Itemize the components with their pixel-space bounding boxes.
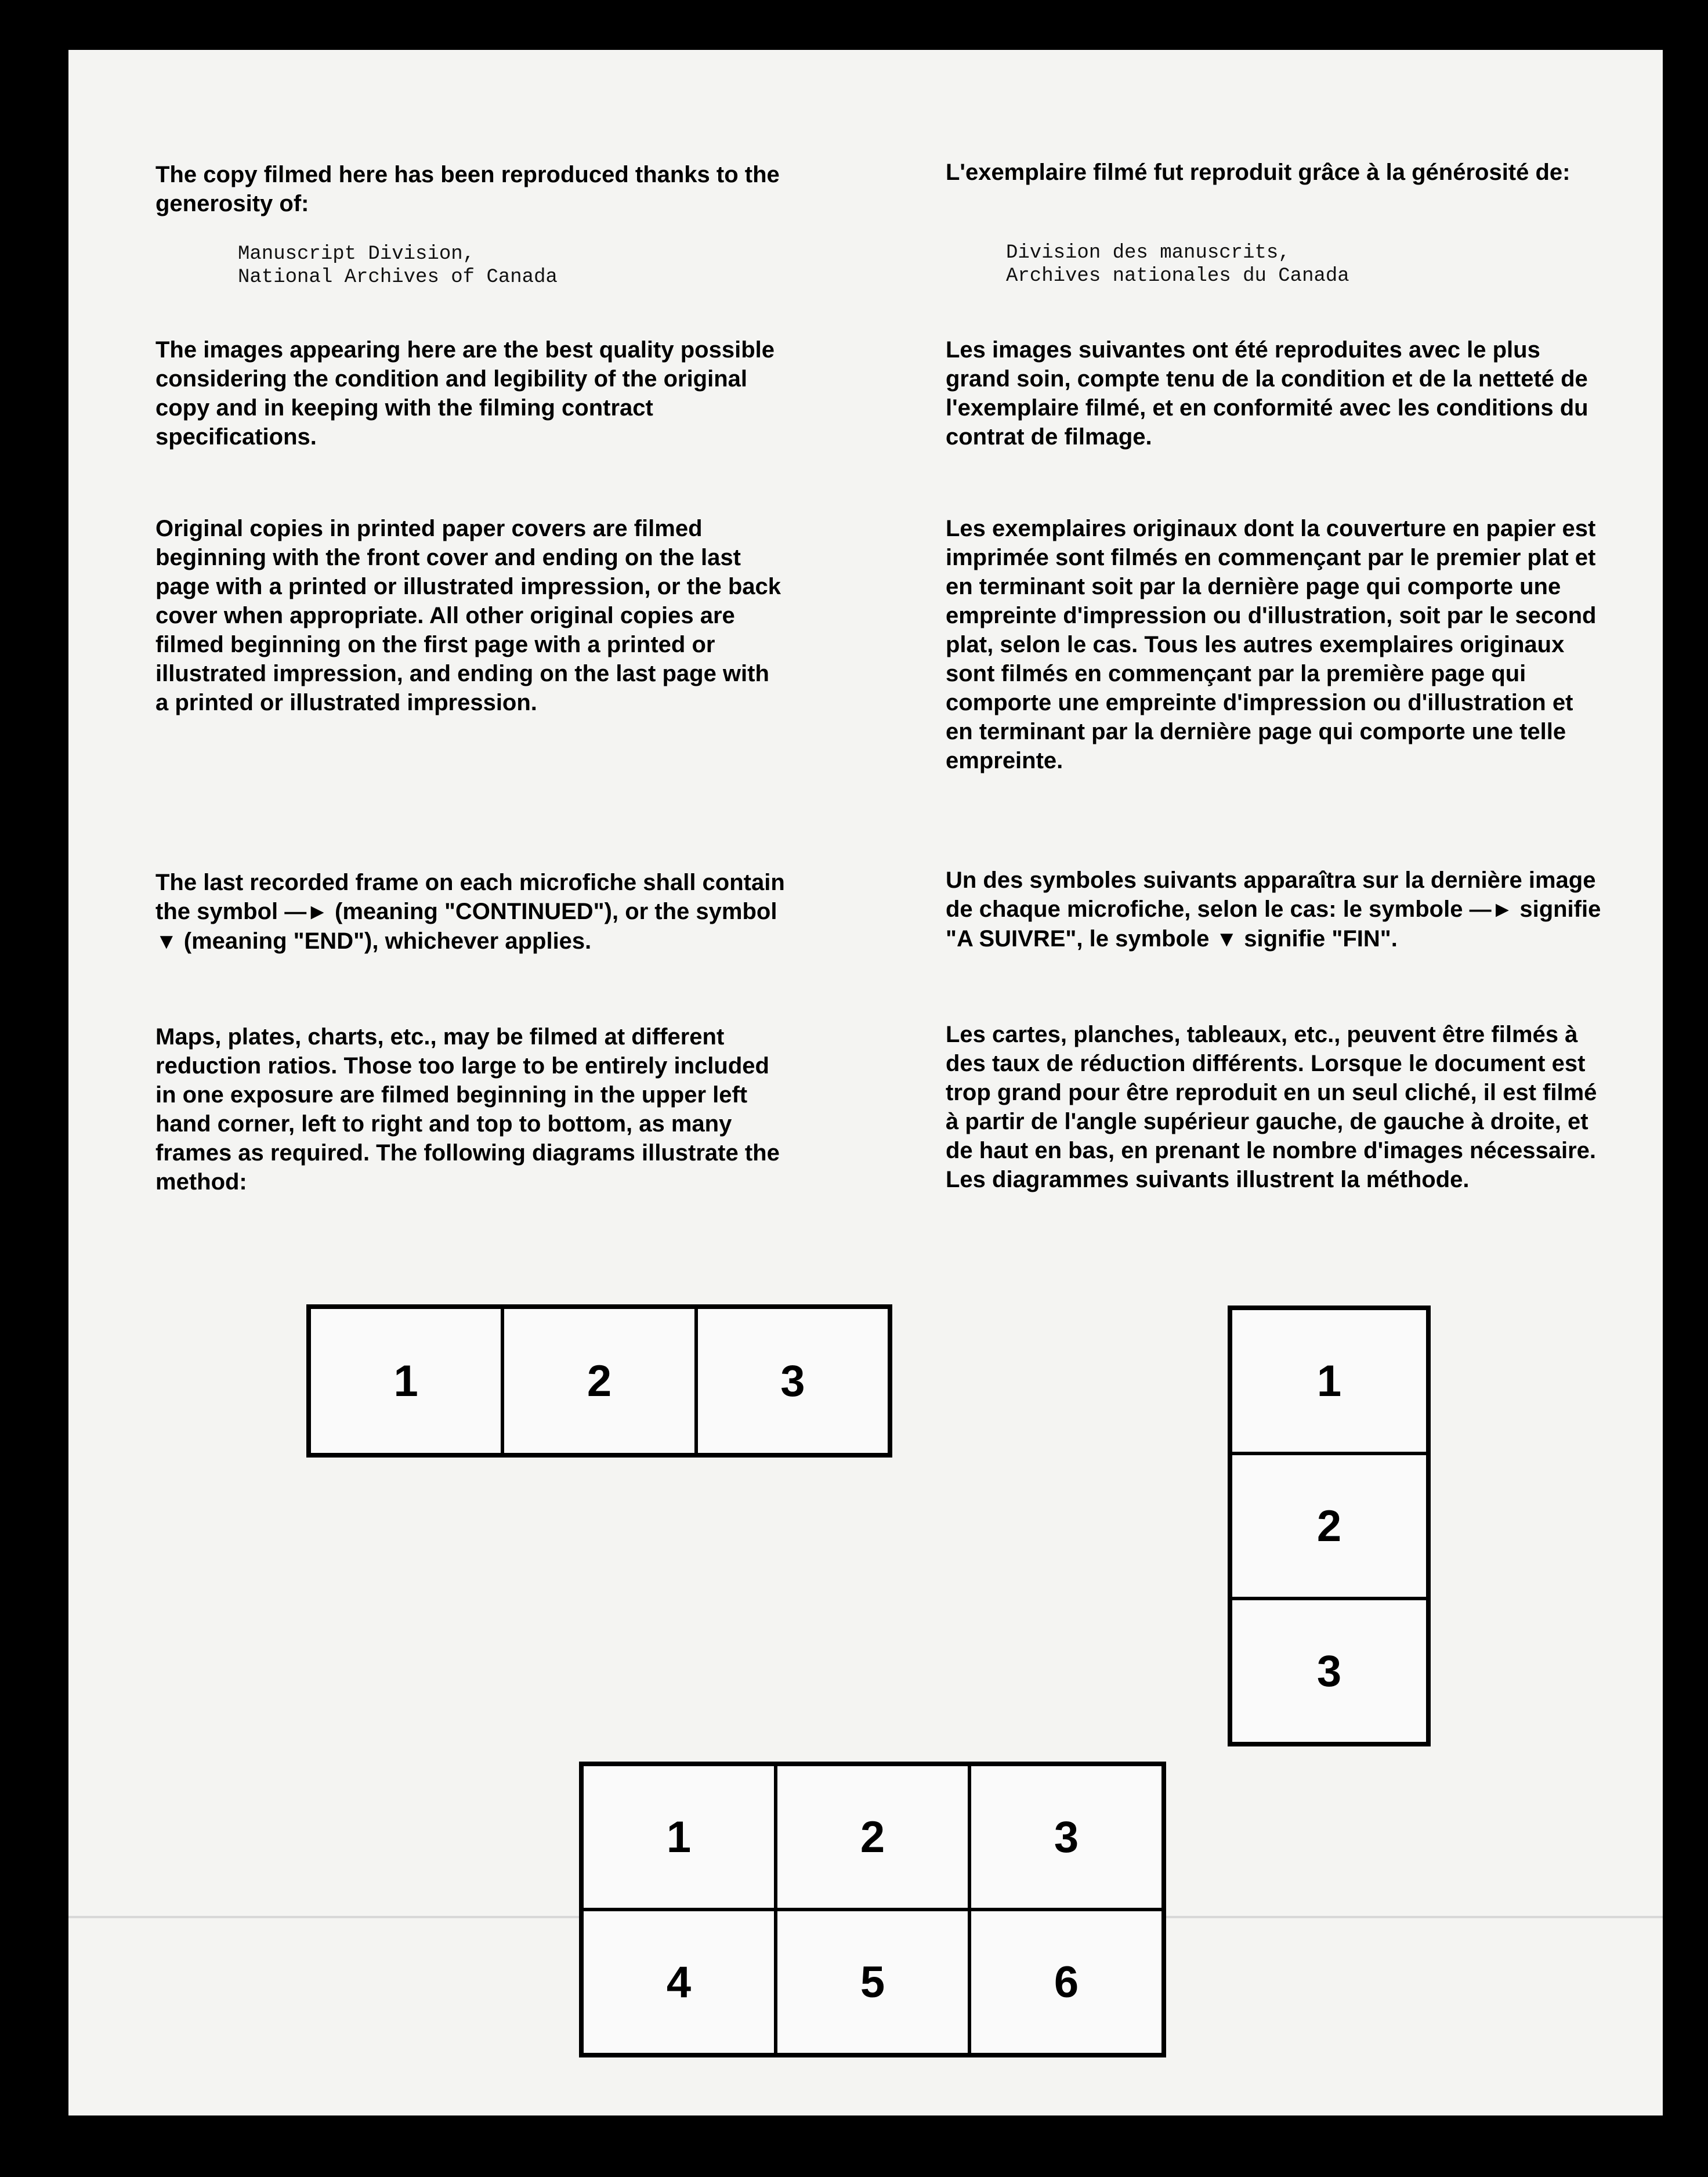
continued-arrow-icon: —►	[284, 900, 328, 924]
symbol-text-c-en: (meaning "END"), whichever applies.	[183, 928, 592, 954]
frame-cell: 1	[582, 1764, 776, 1910]
intro-fr: L'exemplaire filmé fut reproduit grâce à la générosité de:	[946, 160, 1571, 185]
frame-cell: 3	[696, 1307, 889, 1455]
institution-line2-fr: Archives nationales du Canada	[1006, 265, 1349, 287]
paragraph-symbol-fr	[946, 866, 1601, 954]
end-triangle-icon: ▼	[1215, 927, 1238, 952]
symbol-text-c-fr: signifie "FIN".	[1244, 926, 1398, 952]
symbol-text-b-fr: signifie "A SUIVRE", le symbole	[946, 896, 1601, 952]
paragraph-images-fr: Les images suivantes ont été reproduites avec le plus grand soin, compte tenu de la condition et de la netteté de l'exemplaire filmé, et en conformité avec les conditions du contrat de filmage.	[946, 337, 1588, 450]
end-triangle-icon: ▼	[155, 930, 178, 954]
frame-cell: 3	[969, 1764, 1163, 1910]
paragraph-originals-fr: Les exemplaires originaux dont la couverture en papier est imprimée sont filmés en commençant par le premier plat et en terminant soit par la dernière page qui comporte une empreinte d'impression ou d'illustration, soit par le second plat, selon le cas. Tous les autres exemplaires originaux sont filmés en commençant par la première page qui comporte une empreinte d'impression ou d'illustration et en terminant par la dernière page qui comporte une telle empreinte.	[946, 516, 1597, 773]
symbol-text-a-fr: Un des symboles suivants apparaîtra sur la dernière image de chaque microfiche, selon le cas: le symbole	[946, 867, 1596, 922]
frame-cell: 2	[776, 1764, 969, 1910]
diagram-horizontal	[306, 1304, 892, 1458]
continued-arrow-icon: —►	[1469, 898, 1514, 922]
frame-cell: 6	[969, 1910, 1163, 2055]
symbol-text-a-en: The last recorded frame on each microfiche shall contain the symbol	[155, 870, 785, 924]
intro-en: The copy filmed here has been reproduced thanks to the generosity of:	[155, 162, 780, 216]
frame-cell: 1	[1231, 1308, 1428, 1453]
institution-line1-fr: Division des manuscrits,	[1006, 242, 1290, 264]
paragraph-originals-en: Original copies in printed paper covers are filmed beginning with the front cover and ending on the last page with a printed or illustrated impression, or the back cover when appropriate. All other original copies are filmed beginning on the first page with a printed or illustrated impression, and ending on the last page with a printed or illustrated impression.	[155, 516, 781, 715]
frame-cell: 1	[309, 1307, 502, 1455]
symbol-text-b-en: (meaning "CONTINUED"), or the symbol	[335, 899, 777, 924]
diagram-grid	[579, 1762, 1166, 2057]
paragraph-maps-en: Maps, plates, charts, etc., may be filmed at different reduction ratios. Those too large to be entirely included in one exposure are filmed beginning in the upper left hand corner, left to right and top to bottom, as many frames as required. The following diagrams illustrate the method:	[155, 1024, 780, 1195]
microfiche-target-page	[68, 50, 1663, 2115]
paragraph-maps-fr: Les cartes, planches, tableaux, etc., peuvent être filmés à des taux de réduction différents. Lorsque le document est trop grand pour être reproduit en un seul cliché, il est filmé à partir de l'angle supérieur gauche, de gauche à droite, et de haut en bas, en prenant le nombre d'images nécessaire. Les diagrammes suivants illustrent la méthode.	[946, 1022, 1597, 1192]
frame-cell: 5	[776, 1910, 969, 2055]
paragraph-symbol-en	[155, 868, 788, 956]
frame-cell: 2	[1231, 1453, 1428, 1599]
institution-line1-en: Manuscript Division,	[238, 243, 475, 265]
frame-cell: 2	[502, 1307, 696, 1455]
institution-line2-en: National Archives of Canada	[238, 266, 558, 288]
paragraph-images-en: The images appearing here are the best quality possible considering the condition and legibility of the original copy and in keeping with the filming contract specifications.	[155, 337, 775, 450]
frame-cell: 4	[582, 1910, 776, 2055]
diagram-vertical	[1228, 1306, 1431, 1746]
frame-cell: 3	[1231, 1599, 1428, 1744]
